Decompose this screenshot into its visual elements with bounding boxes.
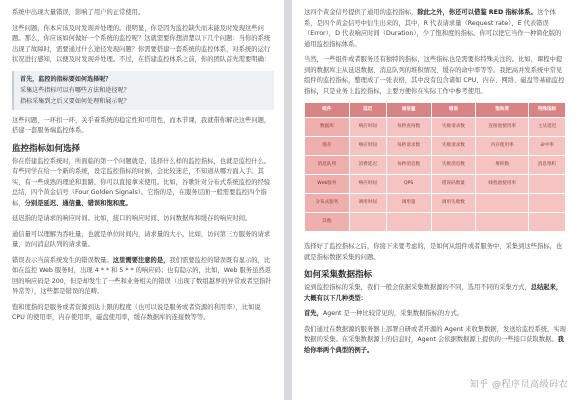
table-cell: 响应时间 — [349, 175, 386, 194]
table-cell: 响应时间 — [349, 137, 386, 156]
quote-line: 首先，监控的指标要如何选择呢？ — [20, 75, 112, 83]
table-cell — [349, 213, 386, 232]
table-cell: 消息堆积 — [529, 156, 566, 175]
table-cell: 消费延迟 — [349, 156, 386, 175]
table-cell: 消息队列 — [305, 156, 350, 175]
section-heading: 如何采集数据指标 — [304, 270, 373, 280]
table-cell: 响应时间 — [349, 118, 386, 137]
table-cell: 其他 — [305, 213, 350, 232]
watermark: 知乎 @程序员高级码农 — [469, 380, 568, 390]
table-cell: 调用量 — [386, 194, 431, 213]
section-heading: 监控指标如何选择 — [12, 143, 81, 154]
table-cell: 数据库 — [305, 118, 350, 137]
paragraph: 说到监控指标的采集，我们一般会依据采集数据源的不同，选用不同的采集方式，总结起来，大概有以下几种类型： — [304, 284, 563, 302]
table-row — [305, 213, 566, 232]
table-cell — [386, 213, 431, 232]
table-cell: 连接池使用率 — [476, 118, 529, 137]
table-cell: 每秒消息数 — [386, 156, 431, 175]
table-cell: QPS — [386, 175, 431, 194]
table-cell — [529, 175, 566, 194]
table-row — [305, 137, 566, 156]
table-cell: 失败请求数 — [431, 118, 476, 137]
right-page — [292, 0, 576, 400]
paragraph: 错误表示当前系统发生的错误数量。这里需要注意的是，我们需要监控的错误既有显示的，比如在监控 Web 服务时，出现 4 * * 和 5 * * 的响应码；也有隐示的，比如，Web 服务虽然返回的响应码是 200，但是却发生了一些和业务相关的错误（出现了数组越界的异常或者空指针异常等），这些都是错误的范畴。 — [12, 256, 272, 295]
table-cell — [529, 213, 566, 232]
paragraph: 选择好了监控指标之后，你接下来要考虑的，是如何从组件或者服务中，采集到这些指标，也就是指标数据采集的问题。 — [304, 243, 563, 261]
table-cell: 失败请求数 — [431, 137, 476, 156]
question-quote — [12, 71, 274, 110]
table-cell: 线程池使用率 — [476, 175, 529, 194]
table-header-cell: 通信量 — [386, 103, 431, 118]
table-cell: 错误码数量 — [431, 175, 476, 194]
table-cell: 堆积数 — [476, 156, 529, 175]
table-body — [305, 118, 566, 232]
paragraph: 系统中出现大量错误，影响了用户的正常使用。 — [12, 9, 145, 16]
table-header-cell: 特殊指标 — [529, 103, 566, 118]
table-header-cell: 组件 — [305, 103, 350, 118]
table-row — [305, 156, 566, 175]
table-cell: 调用失败数 — [431, 194, 476, 213]
table-row — [305, 194, 566, 213]
paragraph: 当然，一些组件或者服务还有独特的指标，这些指标也是需要你特殊关注的。比如，课程中提到的数据库主从延迟数据、消息队列的堆积情况、缓存的命中率等等。我把高并发系统中常见组件的监控指标，整理成了一张表格，其中没有包含诸如 CPU、内存、网络、磁盘等基础监控指标，只是业务上监控指标，主要方便你在实际工作中参考使用。 — [304, 56, 565, 95]
paragraph: 延迟指的是请求的响应时间。比如，接口的响应时间、访问数据库和缓存的响应时间。 — [12, 215, 252, 222]
quote-line: 采集这些指标可以有哪些方法和途径呢？ — [20, 86, 130, 94]
table-cell: 分布式服务 — [305, 194, 350, 213]
table-cell — [529, 194, 566, 213]
page-gutter — [284, 0, 292, 400]
paragraph: 这四个黄金信号提供了通用的监控指标，除此之外，你还可以借鉴 RED 指标体系。这个体系，是四个黄金信号中衍生出来的，其中，R 代表请求量（Request rate），E 代表错误（Error），D 代表响应时间（Duration），少了饱和度的指标。你可以把它当作一种简化版的通用监控指标体系。 — [304, 9, 562, 48]
table-cell: 每秒请求数 — [386, 137, 431, 156]
table-cell — [431, 213, 476, 232]
table-cell: 每秒查询数 — [386, 118, 431, 137]
table-row — [305, 175, 566, 194]
table-header-row — [305, 103, 566, 118]
table-cell: 失败消息数 — [431, 156, 476, 175]
table-cell: 命中率 — [529, 137, 566, 156]
table-header-cell: 饱和度 — [476, 103, 529, 118]
table-row — [305, 118, 566, 137]
metrics-table — [304, 102, 566, 232]
paragraph: 通信量可以理解为吞吐量，也就是单位时间内，请求量的大小。比如，访问第三方服务的请求量，访问消息队列的请求量。 — [12, 230, 271, 248]
table-cell: 内存使用率 — [476, 137, 529, 156]
paragraph: 你在搭建监控系统时，所面临的第一个问题就是，选择什么样的监控指标，也就是监控什么。有些同学在给一个新的系统，设定监控指标的时候，会比较迷茫，不知道从哪方面入手。其实，有一些成熟的理论和套路，你可以直接拿来使用。比如，谷歌针对分布式系统监控的经验总结，四个黄金信号（Four Golden Signals）。它指的是，在服务层面一般需要监控四个指标，分别是延迟、通信量、错误和饱和度。 — [12, 157, 271, 207]
table-cell — [476, 213, 529, 232]
table-cell: 主从延迟 — [529, 118, 566, 137]
left-page — [0, 0, 284, 400]
quote-line: 指标采集到之后又要如何处理和展示呢？ — [20, 97, 130, 105]
table-header-cell: 延迟 — [349, 103, 386, 118]
table-cell: 缓存 — [305, 137, 350, 156]
table-cell: Web服务 — [305, 175, 350, 194]
paragraph: 饱和度指的是服务或者资源到达上限的程度（也可以说是服务或者资源的利用率），比如说 CPU 的使用率，内存使用率，磁盘使用率，缓存数据库的连接数等等。 — [12, 303, 261, 321]
paragraph: 这些问题，你本应该及时发现并处理的。很明显，你是因为监控缺失而未能及时发现这些问题。那么，你应该如何做好一个系统的监控呢？这就需要你想清楚以下几个问题：当你的系统出现了故障时，需要通过什么途径发现问题？你需要搭建一套系统的监控体系，对系统的运行状况进行感知，以便及时发现并处理。不过，在搭建监控体系之前，你的团队首先需要明确： — [12, 24, 271, 63]
paragraph: 我们通过在数据源的服务器上部署自研或者开源的 Agent 来收集数据，发送给监控系统，实现数据的采集。在采集数据源上的信息时，Agent 会依据数据源上提供的一些接口获取数据。我给你举两个典型的例子。 — [304, 325, 566, 354]
paragraph: 这些问题，一环扣一环，关乎着系统的稳定性和可用性，而本节课，我就带你解决这些问题，搭建一套服务端监控体系。 — [12, 116, 271, 134]
paragraph: 首先，Agent 是一种比较常见的，采集数据指标的方式。 — [304, 310, 464, 317]
table-cell — [476, 194, 529, 213]
table-header-cell: 错误 — [431, 103, 476, 118]
table-cell: 调用时间 — [349, 194, 386, 213]
